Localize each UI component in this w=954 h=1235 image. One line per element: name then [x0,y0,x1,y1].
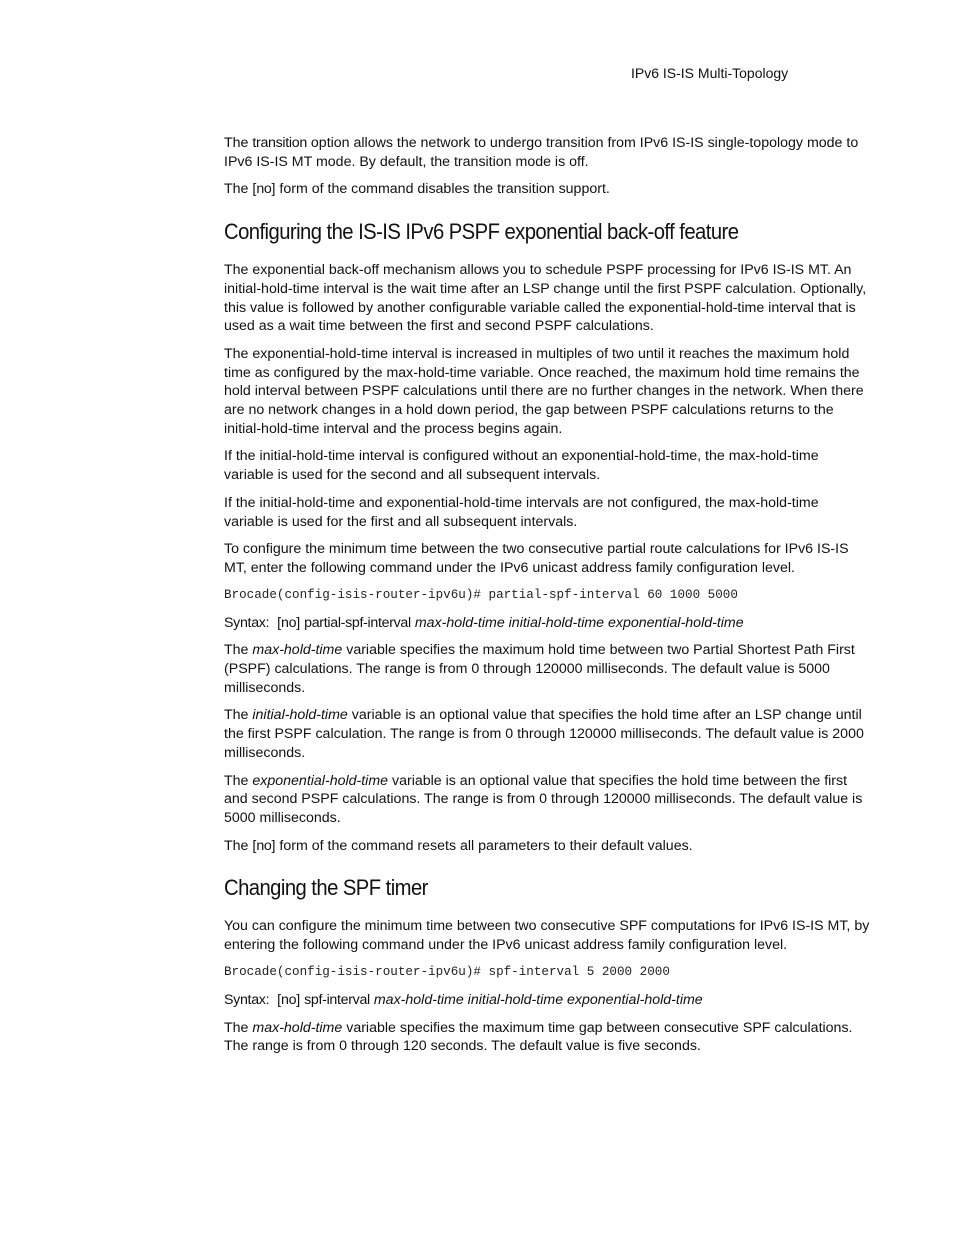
pspf-paragraph-1: The exponential back-off mechanism allows you to schedule PSPF processing for IPv6 IS-IS MT. An initial-hold-time interval is the wait time after an LSP change until the first PSPF calculation. Optionally, this value is followed by another configurable variable called the exponential-hold-time interval that is used as a wait time between the first and second PSPF calculations. [224,262,867,335]
running-header: IPv6 IS-IS Multi-Topology [631,65,789,81]
text: The [224,707,253,724]
code-example-partial-spf: Brocade(config-isis-router-ipv6u)# partial-spf-interval 60 1000 5000 [224,587,738,602]
command-keyword: partial-spf-interval [304,614,411,631]
text: ] [296,614,305,631]
command-keyword: spf-interval [304,991,370,1008]
text: The [224,642,253,659]
max-hold-time-description [224,641,870,697]
syntax-arguments: max-hold-time initial-hold-time exponential-hold-time [369,991,703,1008]
text: variable specifies the maximum hold time between two Partial Shortest Path First (PSPF) calculations. The range is from 0 through 120000 milliseconds. The default value is 5000 milliseconds. [224,642,855,696]
no-keyword: no [256,181,272,198]
syntax-label: Syntax: [224,614,270,631]
intro-transition-paragraph [224,134,870,171]
variable-name: max-hold-time [252,642,343,659]
text: The [224,772,253,789]
syntax-line-spf-interval [224,991,870,1010]
code-example-spf-interval: Brocade(config-isis-router-ipv6u)# spf-interval 5 2000 2000 [224,964,670,979]
variable-name: max-hold-time [252,1019,343,1036]
text: variable is an optional value that specifies the hold time between the first and second PSPF calculations. The range is from 0 through 120000 milliseconds. The default value is 5000 milliseconds. [224,772,863,826]
text: ] [296,991,305,1008]
variable-name: initial-hold-time [252,707,348,724]
transition-keyword: transition [252,135,307,151]
exponential-hold-time-description [224,772,870,828]
pspf-paragraph-5: To configure the minimum time between the two consecutive partial route calculations for IPv6 IS-IS MT, enter the following command under the IPv6 unicast address family configuration level. [224,541,849,576]
pspf-paragraph-4: If the initial-hold-time and exponential-hold-time intervals are not configured, the max-hold-time variable is used for the first and all subsequent intervals. [224,494,819,530]
section-heading-spf-timer: Changing the SPF timer [224,875,428,901]
text: The [224,135,253,151]
no-keyword: no [281,991,297,1008]
text: variable specifies the maximum time gap between consecutive SPF calculations. The range is from 0 through 120 seconds. The default value is five seconds. [224,1019,853,1055]
pspf-paragraph-3: If the initial-hold-time interval is configured without an exponential-hold-time, the max-hold-time variable is used for the second and all subsequent intervals. [224,448,819,484]
text: option allows the network to undergo transition from IPv6 IS-IS single-topology mode to IPv6 IS-IS MT mode. By default, the transition mode is off. [224,135,859,170]
text: The [ [224,181,257,198]
intro-no-form-paragraph [224,180,870,199]
no-form-reset-paragraph [224,837,870,856]
document-body [224,134,870,1065]
no-keyword: no [281,614,297,631]
text: [ [269,991,282,1008]
text: The [224,1019,253,1036]
text: variable is an optional value that specifies the hold time after an LSP change until the first PSPF calculation. The range is from 0 through 120000 milliseconds. The default value is 2000 milliseconds. [224,707,864,761]
text: ] form of the command resets all parameters to their default values. [271,837,693,854]
syntax-arguments: max-hold-time initial-hold-time exponential-hold-time [410,614,744,631]
syntax-line-partial-spf [224,614,870,633]
no-keyword: no [256,837,272,854]
spf-max-hold-time-description [224,1019,870,1056]
text: The [ [224,837,257,854]
spf-timer-paragraph-1: You can configure the minimum time between two consecutive SPF computations for IPv6 IS-IS MT, by entering the following command under the IPv6 unicast address family configuration level. [224,918,870,954]
pspf-paragraph-2: The exponential-hold-time interval is increased in multiples of two until it reaches the maximum hold time as configured by the max-hold-time variable. Once reached, the maximum hold time remains the hold interval between PSPF calculations until there are no further changes in the network. When there are no network changes in a hold down period, the gap between PSPF calculations returns to the initial-hold-time interval and the process begins again. [224,345,864,437]
initial-hold-time-description [224,706,870,762]
variable-name: exponential-hold-time [252,772,389,789]
syntax-label: Syntax: [224,991,270,1008]
section-heading-pspf-backoff: Configuring the IS-IS IPv6 PSPF exponential back-off feature [224,219,739,245]
text: ] form of the command disables the transition support. [271,181,610,198]
text: [ [269,614,282,631]
